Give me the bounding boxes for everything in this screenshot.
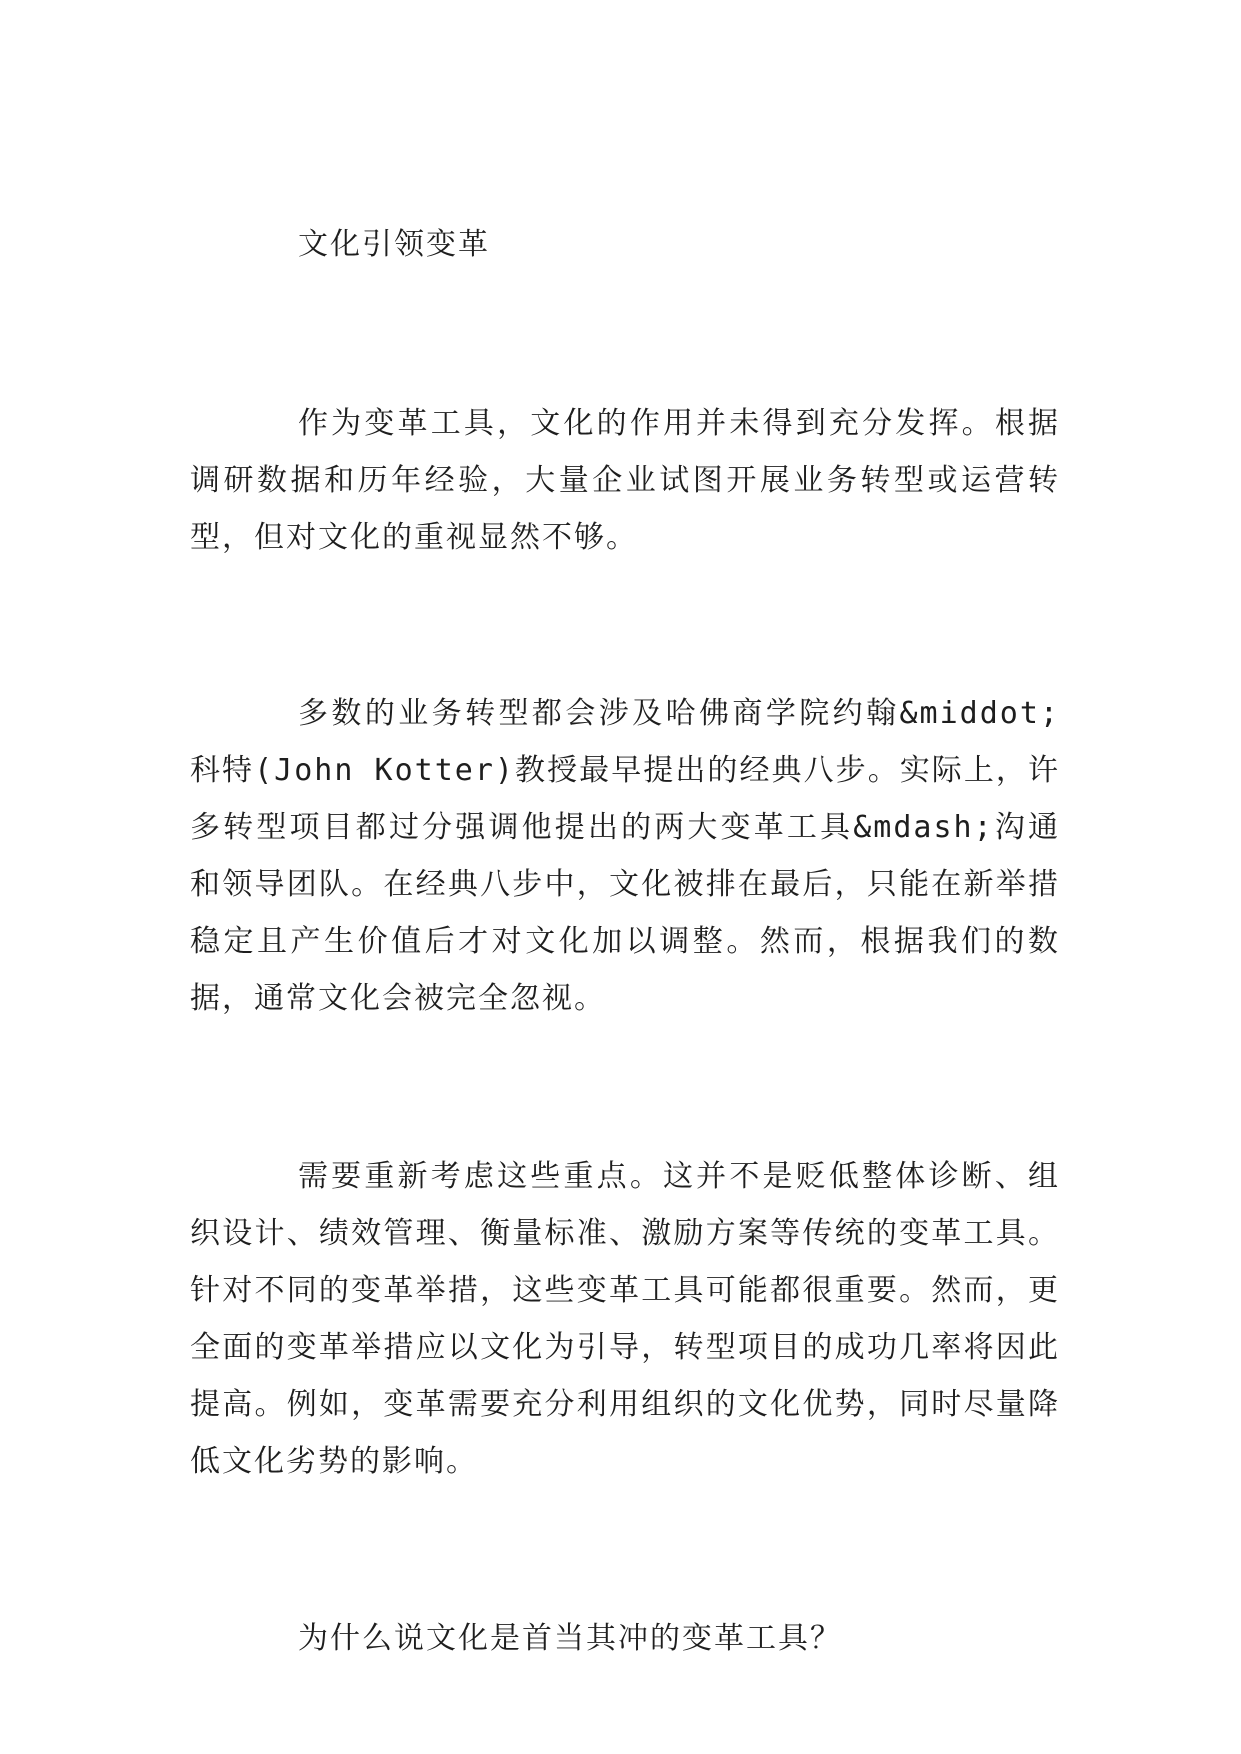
paragraph-1: 作为变革工具，文化的作用并未得到充分发挥。根据调研数据和历年经验，大量企业试图开展业务转型或运营转型，但对文化的重视显然不够。 [190,406,1060,555]
paragraph-2: 多数的业务转型都会涉及哈佛商学院约翰&middot;科特(John Kotter)教授最早提出的经典八步。实际上，许多转型项目都过分强调他提出的两大变革工具&mdash;沟通和领导团队。在经典八步中，文化被排在最后，只能在新举措稳定且产生价值后才对文化加以调整。然而，根据我们的数据，通常文化会被完全忽视。 [190,696,1060,1016]
document-title: 文化引领变革 [298,227,490,262]
paragraph-3: 需要重新考虑这些重点。这并不是贬低整体诊断、组织设计、绩效管理、衡量标准、激励方案等传统的变革工具。针对不同的变革举措，这些变革工具可能都很重要。然而，更全面的变革举措应以文化为引导，转型项目的成功几率将因此提高。例如，变革需要充分利用组织的文化优势，同时尽量降低文化劣势的影响。 [190,1159,1060,1479]
paragraph-4: 为什么说文化是首当其冲的变革工具？ [298,1621,842,1656]
